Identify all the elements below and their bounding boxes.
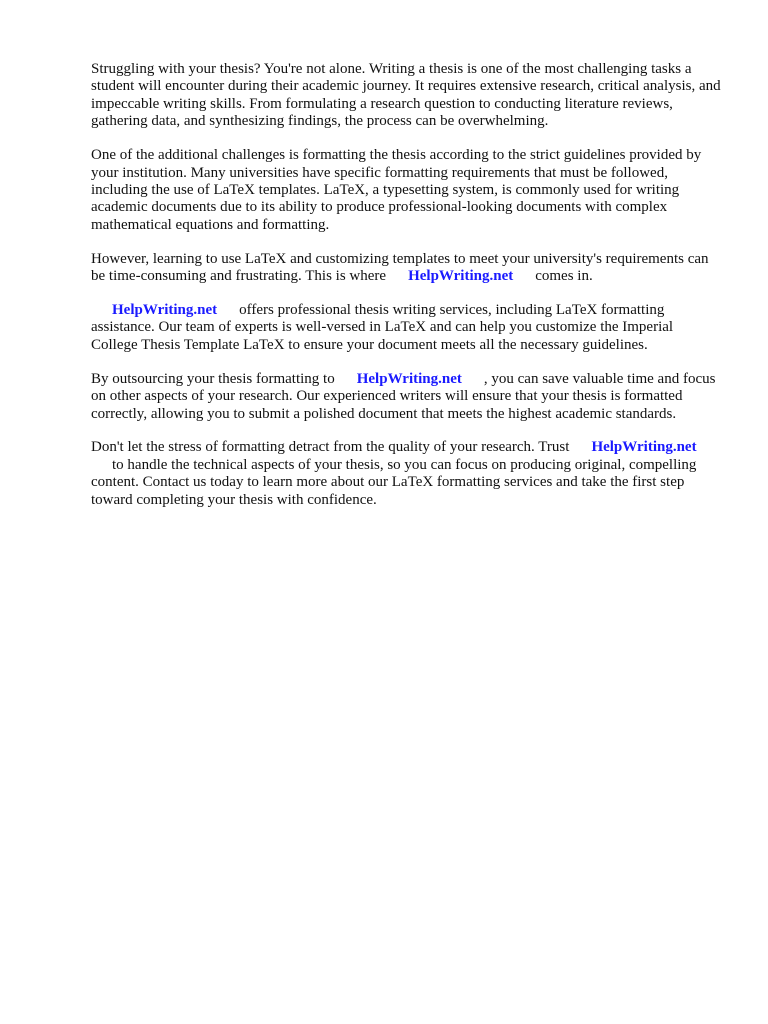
- helpwriting-link-3[interactable]: HelpWriting.net: [356, 370, 462, 387]
- helpwriting-link-4[interactable]: HelpWriting.net: [591, 439, 697, 456]
- paragraph-services: [91, 302, 723, 354]
- paragraph-outsourcing: [91, 371, 723, 423]
- paragraph-latex-text-before: However, learning to use LaTeX and customizing templates to meet your university's requirements can be time-consuming and frustrating. This is where: [91, 250, 709, 285]
- paragraph-outsourcing-text-before: By outsourcing your thesis formatting to: [91, 370, 335, 387]
- paragraph-closing-text-after: to handle the technical aspects of your thesis, so you can focus on producing original, compelling content. Contact us today to learn more about our LaTeX formatting services and take the first step toward completing your thesis with confidence.: [91, 456, 697, 508]
- paragraph-outsourcing-text-after: , you can save valuable time and focus on other aspects of your research. Our experienced writers will ensure that your thesis is formatted correctly, allowing you to submit a polished document that meets the highest academic standards.: [91, 370, 716, 422]
- paragraph-latex-text-after: comes in.: [535, 268, 593, 285]
- helpwriting-link-2[interactable]: HelpWriting.net: [112, 301, 218, 318]
- paragraph-intro-text: Struggling with your thesis? You're not alone. Writing a thesis is one of the most challenging tasks a student will encounter during their academic journey. It requires extensive research, critical analysis, and impeccable writing skills. From formulating a research question to conducting literature reviews, gathering data, and synthesizing findings, the process can be overwhelming.: [91, 61, 721, 130]
- paragraph-intro: [91, 61, 723, 131]
- paragraph-closing: [91, 439, 723, 509]
- paragraph-formatting-text: One of the additional challenges is formatting the thesis according to the strict guidelines provided by your institution. Many universities have specific formatting requirements that must be followed, including the use of LaTeX templates. LaTeX, a typesetting system, is commonly used for writing academic documents due to its ability to produce professional-looking documents with complex mathematical equations and formatting.: [91, 147, 702, 233]
- paragraph-formatting-challenges: [91, 147, 723, 234]
- paragraph-closing-text-before: Don't let the stress of formatting detract from the quality of your research. Trust: [91, 439, 570, 456]
- helpwriting-link-1[interactable]: HelpWriting.net: [408, 268, 514, 285]
- paragraph-latex-learning: [91, 251, 723, 286]
- document-body: [91, 61, 723, 526]
- paragraph-services-text: offers professional thesis writing services, including LaTeX formatting assistance. Our team of experts is well-versed in LaTeX and can help you customize the Imperial College Thesis Template LaTeX to ensure your document meets all the necessary guidelines.: [91, 301, 674, 353]
